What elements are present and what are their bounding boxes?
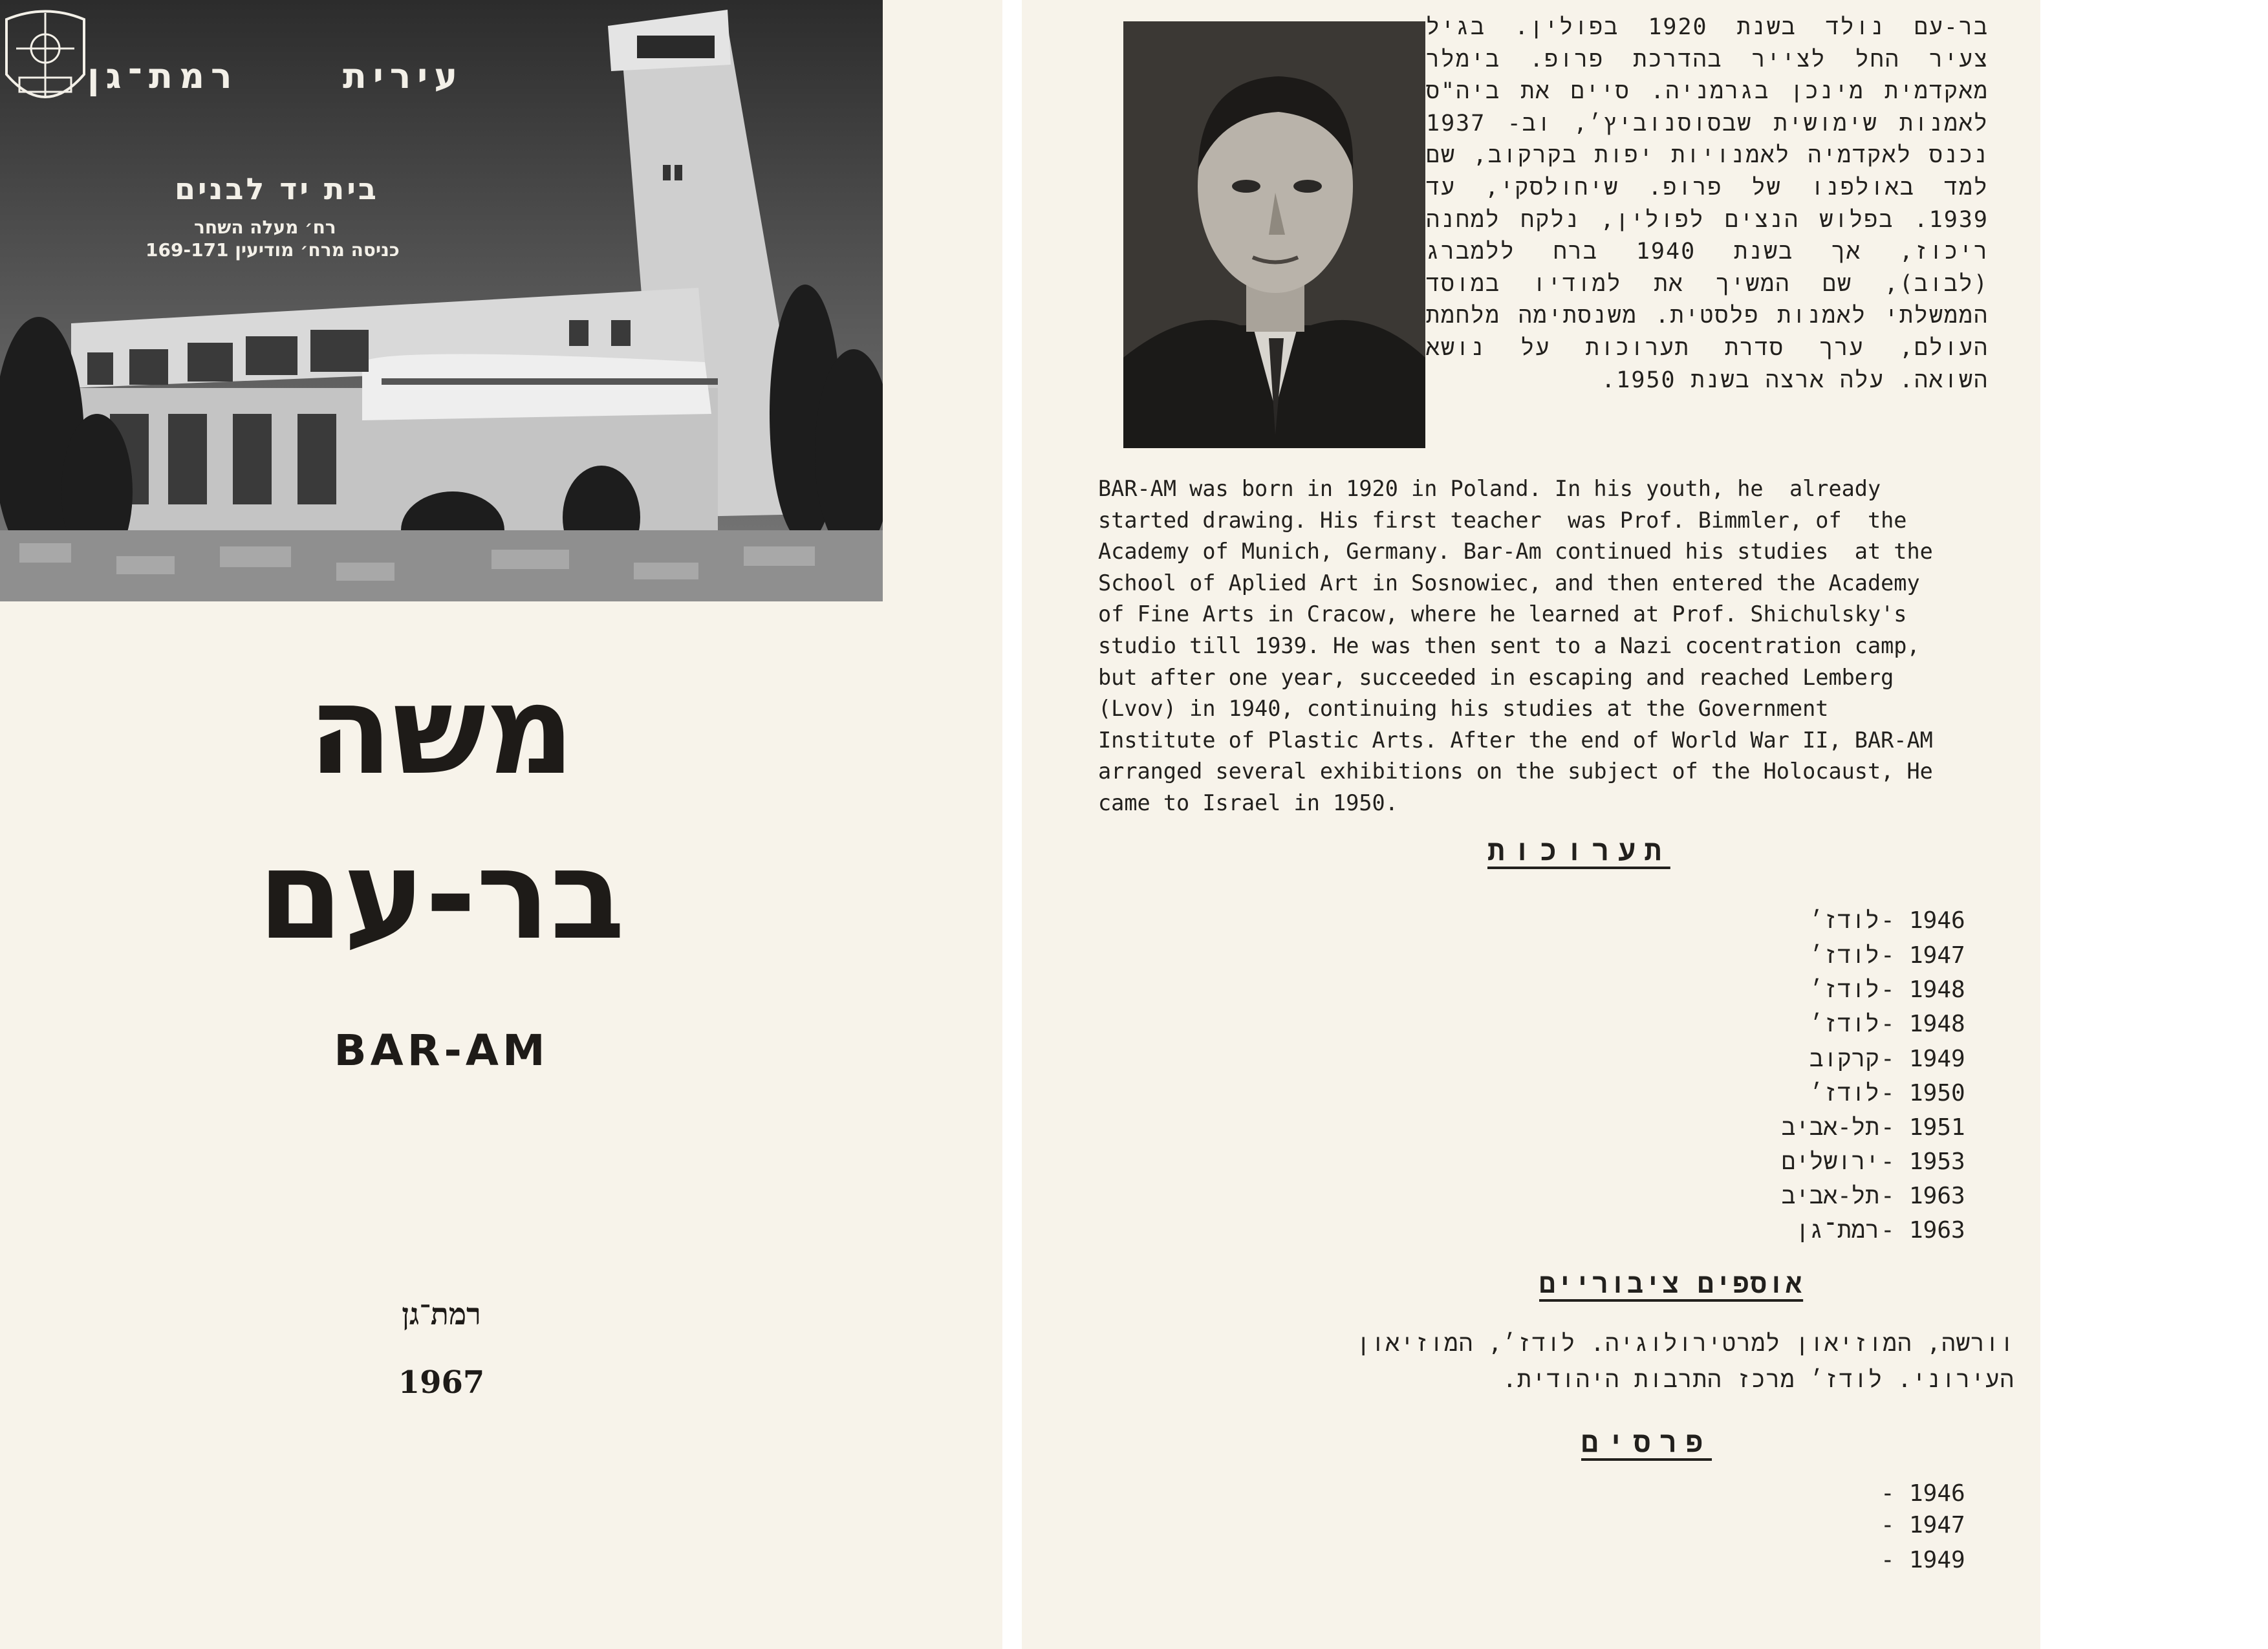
exhibitions-heading: תערוכות	[1487, 834, 1670, 867]
dash-separator: -	[1881, 1547, 1895, 1573]
cover-photo	[0, 0, 883, 601]
bio-english-line: Institute of Plastic Arts. After the end of World War II, BAR-AM	[1098, 727, 1933, 753]
bio-english-line: started drawing. His first teacher was Prof. Bimmler, of the	[1098, 507, 1907, 533]
bio-english-line: of Fine Arts in Cracow, where he learned at Prof. Shichulsky's	[1098, 601, 1907, 627]
dash-separator: -	[1881, 976, 1895, 1003]
bio-english-line: studio till 1939. He was then sent to a Nazi cocentration camp,	[1098, 632, 1920, 658]
prize-year: 1949	[1909, 1547, 1965, 1573]
cover-panel	[0, 0, 1002, 1649]
dash-separator: -	[1881, 1148, 1895, 1175]
bio-english-line: School of Aplied Art in Sosnowiec, and then entered the Academy	[1098, 570, 1920, 596]
bio-english-line: (Lvov) in 1940, continuing his studies at the Government	[1098, 696, 1829, 722]
bio-english-line: Academy of Munich, Germany. Bar-Am continued his studies at the	[1098, 539, 1933, 565]
cover-entrance: כניסה מרח׳ מודיעין 169-171	[146, 239, 400, 261]
exhibition-city: ירושלים	[1781, 1148, 1879, 1175]
bio-english-line: but after one year, succeeded in escaping and reached Lemberg	[1098, 664, 1894, 690]
collections-heading: אוספים ציבוריים	[1539, 1267, 1804, 1299]
bio-hebrew: בר-עם נולד בשנת 1920 בפולין. בגיל צעיר החל לצייר בהדרכת פרופ. בימלר מאקדמית מינכן בגרמניה. סיים את ביה"ס לאמנות שימושית שבסוסנוביץ׳, וב- 1937 נכנס לאקדמיה לאמנויות יפות בקרקוב, שם למד באולפנו של פרופ. שיחולסקי, עד 1939. בפלוש הנצים לפולין, נלקח למחנה ריכוז, אך בשנת 1940 ברח ללמברג (לבוב), שם המשיך את למודיו במוסד הממשלתי לאמנות פלסטית. משנסתימה מלחמת העולם, ערך סדרת תערוכות על נושא השואה. עלה ארצה בשנת 1950.	[1426, 14, 1989, 393]
exhibition-city: לודז׳	[1809, 1080, 1879, 1106]
cover-city-name: רמת־גן	[87, 56, 239, 96]
dash-separator: -	[1881, 1480, 1895, 1507]
dash-separator: -	[1881, 1183, 1895, 1209]
city-emblem-icon	[0, 0, 91, 126]
cover-place: רמת־גן	[402, 1297, 481, 1331]
artist-first-name: משה	[308, 659, 575, 802]
exhibition-year: 1953	[1909, 1148, 1965, 1175]
dash-separator: -	[1881, 942, 1895, 969]
bio-english-line: arranged several exhibitions on the subject of the Holocaust, He	[1098, 759, 1933, 784]
prizes-heading: פרסים	[1581, 1426, 1712, 1459]
cover-street: רח׳ מעלה השחר	[194, 217, 336, 238]
exhibition-year: 1963	[1909, 1217, 1965, 1244]
exhibition-city: לודז׳	[1809, 976, 1879, 1003]
exhibition-city: קרקוב	[1809, 1046, 1879, 1072]
exhibition-year: 1948	[1909, 1011, 1965, 1037]
exhibition-year: 1950	[1909, 1080, 1965, 1106]
dash-separator: -	[1881, 1114, 1895, 1141]
cover-year: 1967	[398, 1364, 485, 1401]
prize-year: 1946	[1909, 1480, 1965, 1507]
exhibition-city: רמת־גן	[1795, 1217, 1879, 1244]
exhibition-city: לודז׳	[1809, 907, 1879, 934]
exhibition-year: 1949	[1909, 1046, 1965, 1072]
artist-last-name: בר-עם	[257, 824, 625, 967]
exhibition-city: תל-אביב	[1781, 1183, 1879, 1209]
collections-line: וורשה, המוזיאון למרטירולוגיה. לודז׳, המוזיאון	[1356, 1330, 2014, 1357]
exhibition-city: לודז׳	[1809, 1011, 1879, 1037]
exhibition-year: 1948	[1909, 976, 1965, 1003]
exhibition-year: 1947	[1909, 942, 1965, 969]
exhibition-year: 1951	[1909, 1114, 1965, 1141]
dash-separator: -	[1881, 907, 1895, 934]
dash-separator: -	[1881, 1217, 1895, 1244]
artist-portrait	[1123, 21, 1425, 448]
exhibition-city: לודז׳	[1809, 942, 1879, 969]
dash-separator: -	[1881, 1046, 1895, 1072]
artist-latin-name: BAR-AM	[334, 1026, 549, 1075]
exhibition-year: 1963	[1909, 1183, 1965, 1209]
exhibition-city: תל-אביב	[1781, 1114, 1879, 1141]
dash-separator: -	[1881, 1512, 1895, 1538]
exhibition-year: 1946	[1909, 907, 1965, 934]
collections-line: העירוני. לודז׳ מרכז התרבות היהודית.	[1502, 1366, 2014, 1393]
bio-english-line: BAR-AM was born in 1920 in Poland. In his youth, he already	[1098, 476, 1881, 501]
cover-city-label: עירית	[343, 56, 464, 96]
bio-english	[1098, 473, 2003, 819]
dash-separator: -	[1881, 1011, 1895, 1037]
prize-year: 1947	[1909, 1512, 1965, 1538]
collections-text	[1268, 1326, 2014, 1398]
cover-building-name: בית יד לבנים	[175, 171, 379, 206]
page-fold	[1002, 0, 1022, 1649]
bio-english-line: came to Israel in 1950.	[1098, 790, 1398, 815]
portrait-photo	[1123, 21, 1425, 448]
dash-separator: -	[1881, 1080, 1895, 1106]
